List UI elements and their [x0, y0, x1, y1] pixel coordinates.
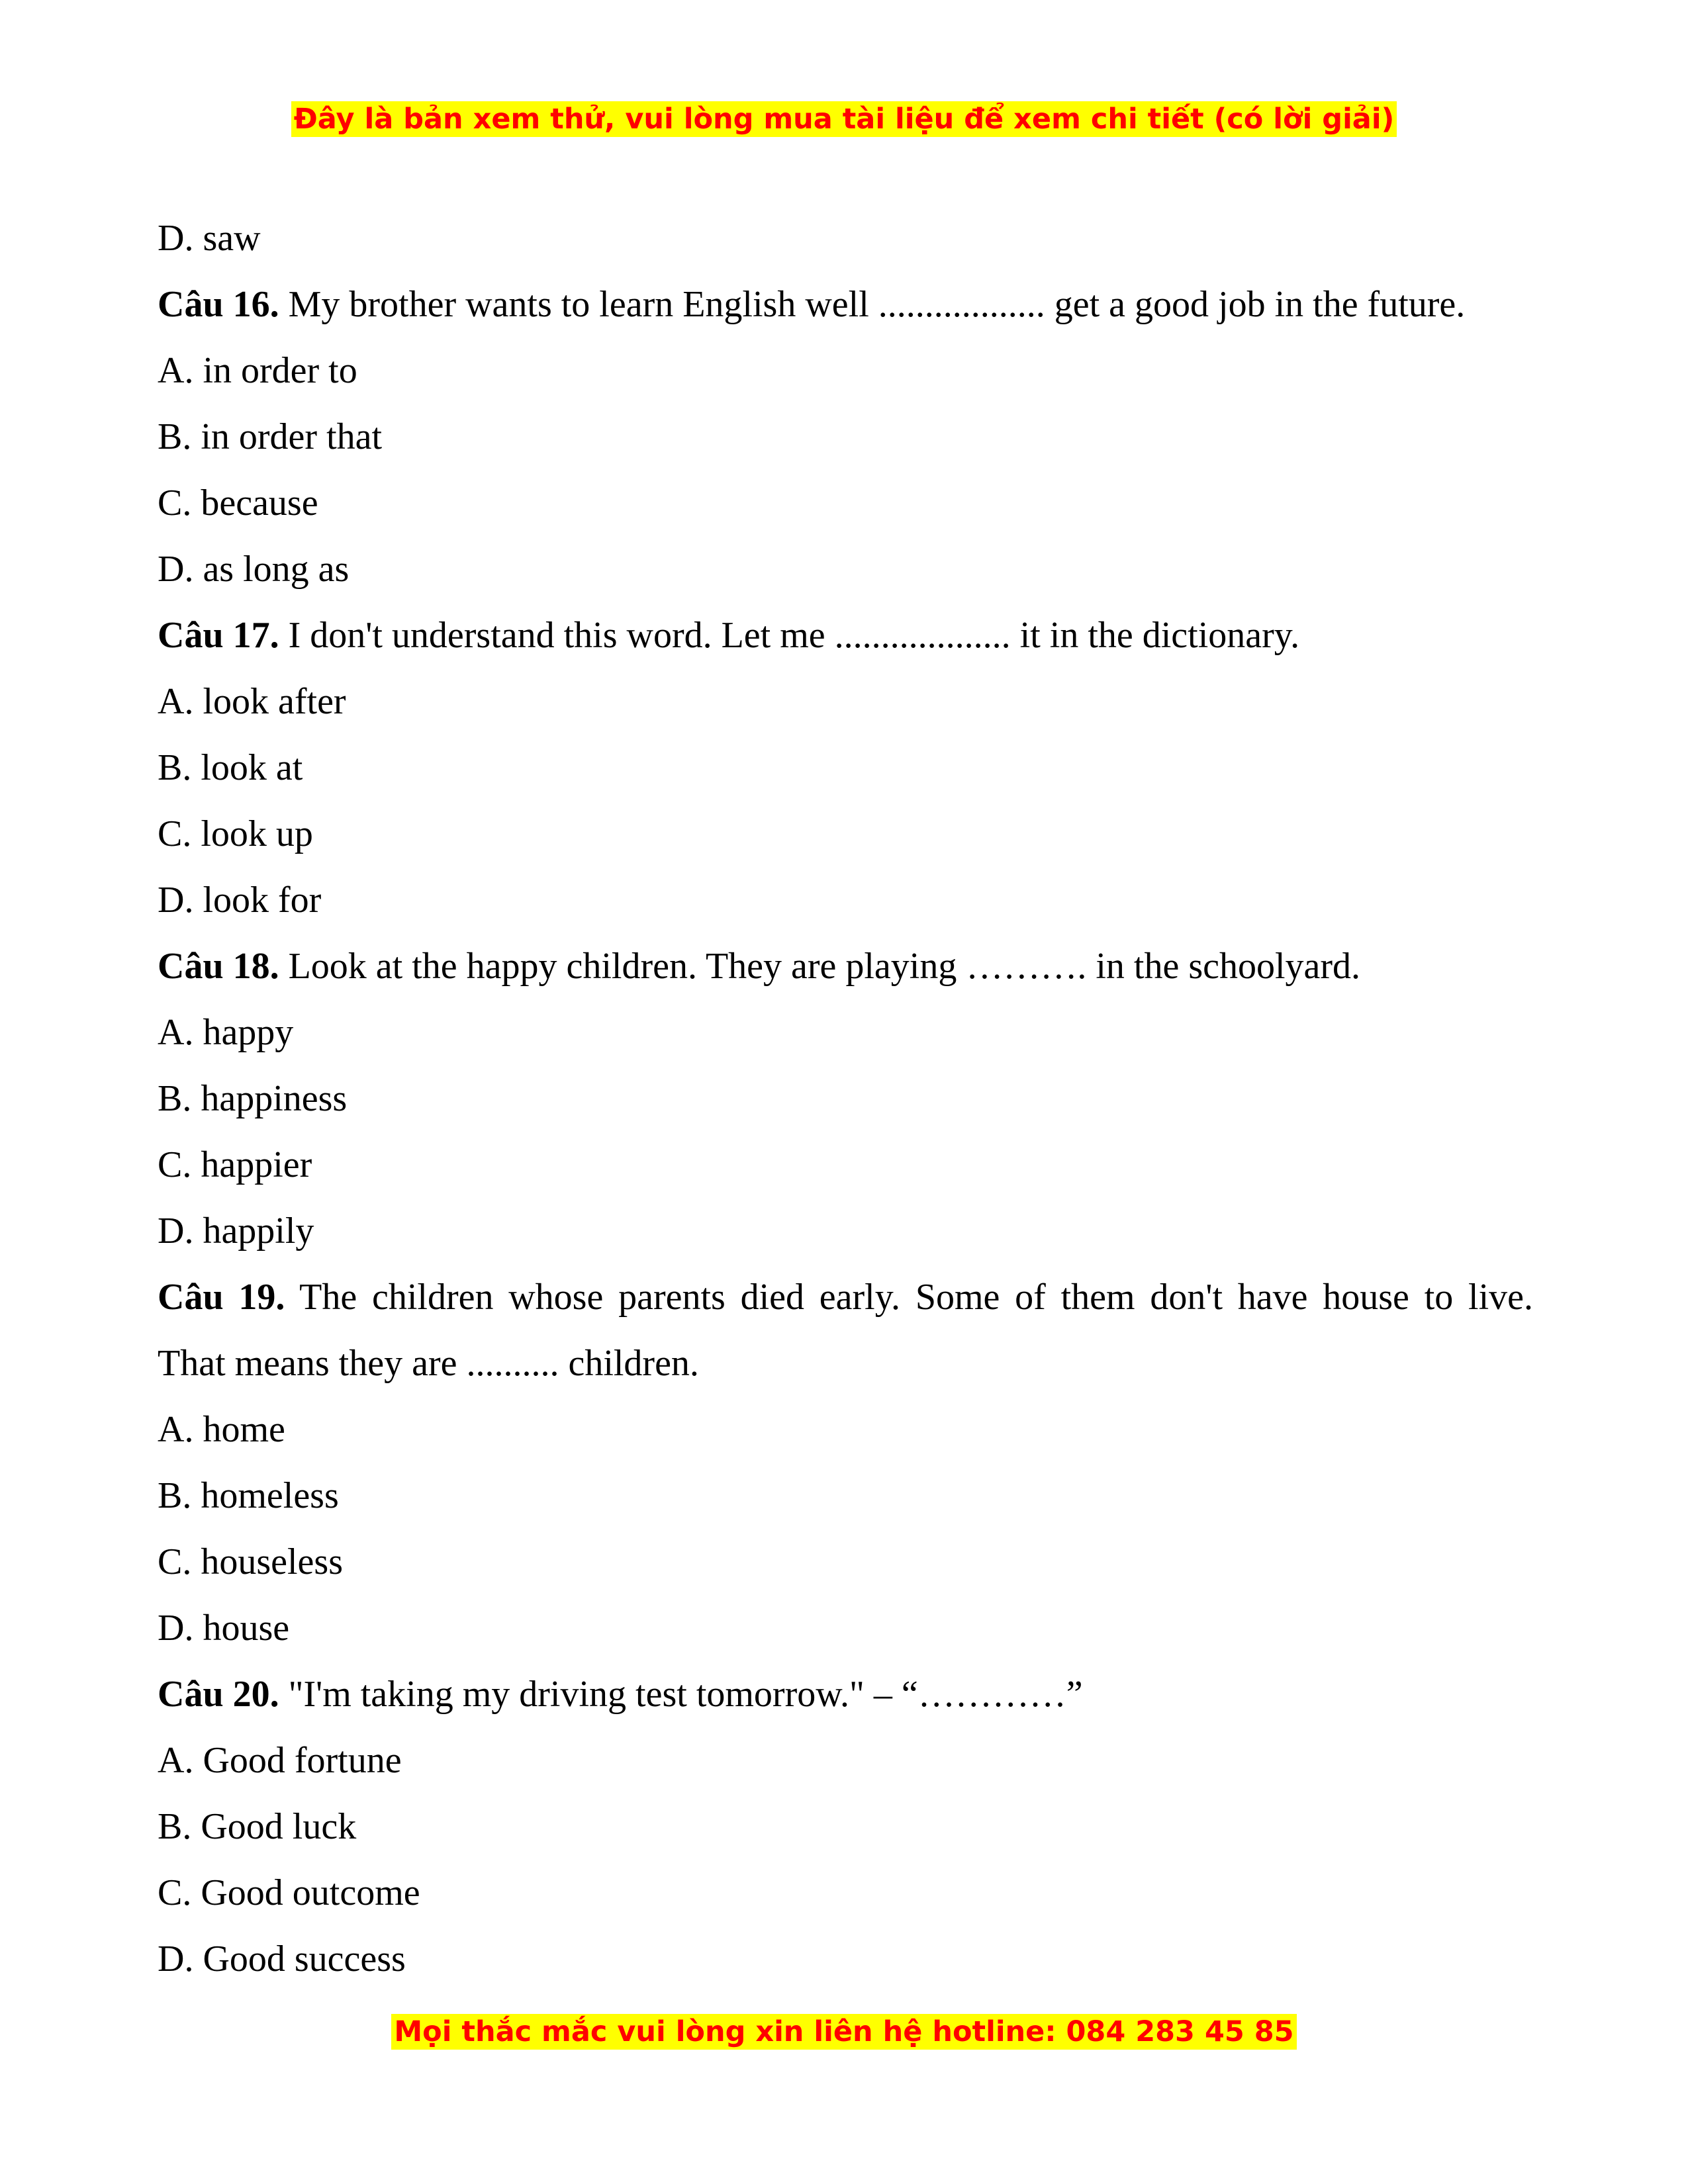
option-line: A. home — [158, 1409, 285, 1450]
hotline-text: Mọi thắc mắc vui lòng xin liên hệ hotline: 084 283 45 85 — [391, 2014, 1296, 2050]
option-line: B. in order that — [158, 416, 383, 457]
question-number: Câu 16. — [158, 284, 279, 325]
option-line: C. look up — [158, 813, 313, 854]
question-16 — [158, 278, 1533, 344]
question-text-continued: That means they are .......... children. — [158, 1343, 699, 1384]
document-body — [158, 212, 1533, 1999]
option-line: D. saw — [158, 218, 261, 259]
question-number: Câu 20. — [158, 1674, 279, 1715]
option-line: C. Good outcome — [158, 1872, 420, 1913]
option-line: D. as long as — [158, 549, 350, 590]
question-number: Câu 17. — [158, 615, 279, 656]
question-number: Câu 19. — [158, 1277, 285, 1318]
question-number: Câu 18. — [158, 946, 279, 987]
option-line: B. look at — [158, 747, 303, 788]
question-text: My brother wants to learn English well .................. get a good job in the future. — [279, 284, 1466, 325]
preview-notice-text: Đây là bản xem thử, vui lòng mua tài liệu để xem chi tiết (có lời giải) — [291, 101, 1397, 137]
option-line: C. because — [158, 482, 318, 523]
option-line: A. happy — [158, 1012, 294, 1053]
option-line: C. happier — [158, 1144, 312, 1185]
question-18 — [158, 940, 1533, 1006]
question-text: I don't understand this word. Let me ................... it in the dictionary. — [279, 615, 1300, 656]
option-line: B. homeless — [158, 1475, 339, 1516]
option-line: B. happiness — [158, 1078, 348, 1119]
preview-notice-banner — [0, 99, 1688, 139]
question-17 — [158, 609, 1533, 675]
option-line: D. house — [158, 1608, 290, 1649]
question-19 — [158, 1271, 1533, 1337]
option-line: D. happily — [158, 1210, 314, 1251]
hotline-banner — [0, 2012, 1688, 2052]
option-line: D. look for — [158, 880, 322, 921]
option-line: A. in order to — [158, 350, 357, 391]
question-20 — [158, 1668, 1533, 1734]
question-text: The children whose parents died early. Some of them don't have house to live. — [285, 1277, 1533, 1318]
option-line: A. look after — [158, 681, 346, 722]
option-line: A. Good fortune — [158, 1740, 402, 1781]
question-text: "I'm taking my driving test tomorrow." – “…………” — [279, 1674, 1083, 1715]
option-line: C. houseless — [158, 1541, 343, 1582]
option-line: B. Good luck — [158, 1806, 357, 1847]
question-text: Look at the happy children. They are playing ………. in the schoolyard. — [279, 946, 1361, 987]
option-line: D. Good success — [158, 1938, 406, 1979]
